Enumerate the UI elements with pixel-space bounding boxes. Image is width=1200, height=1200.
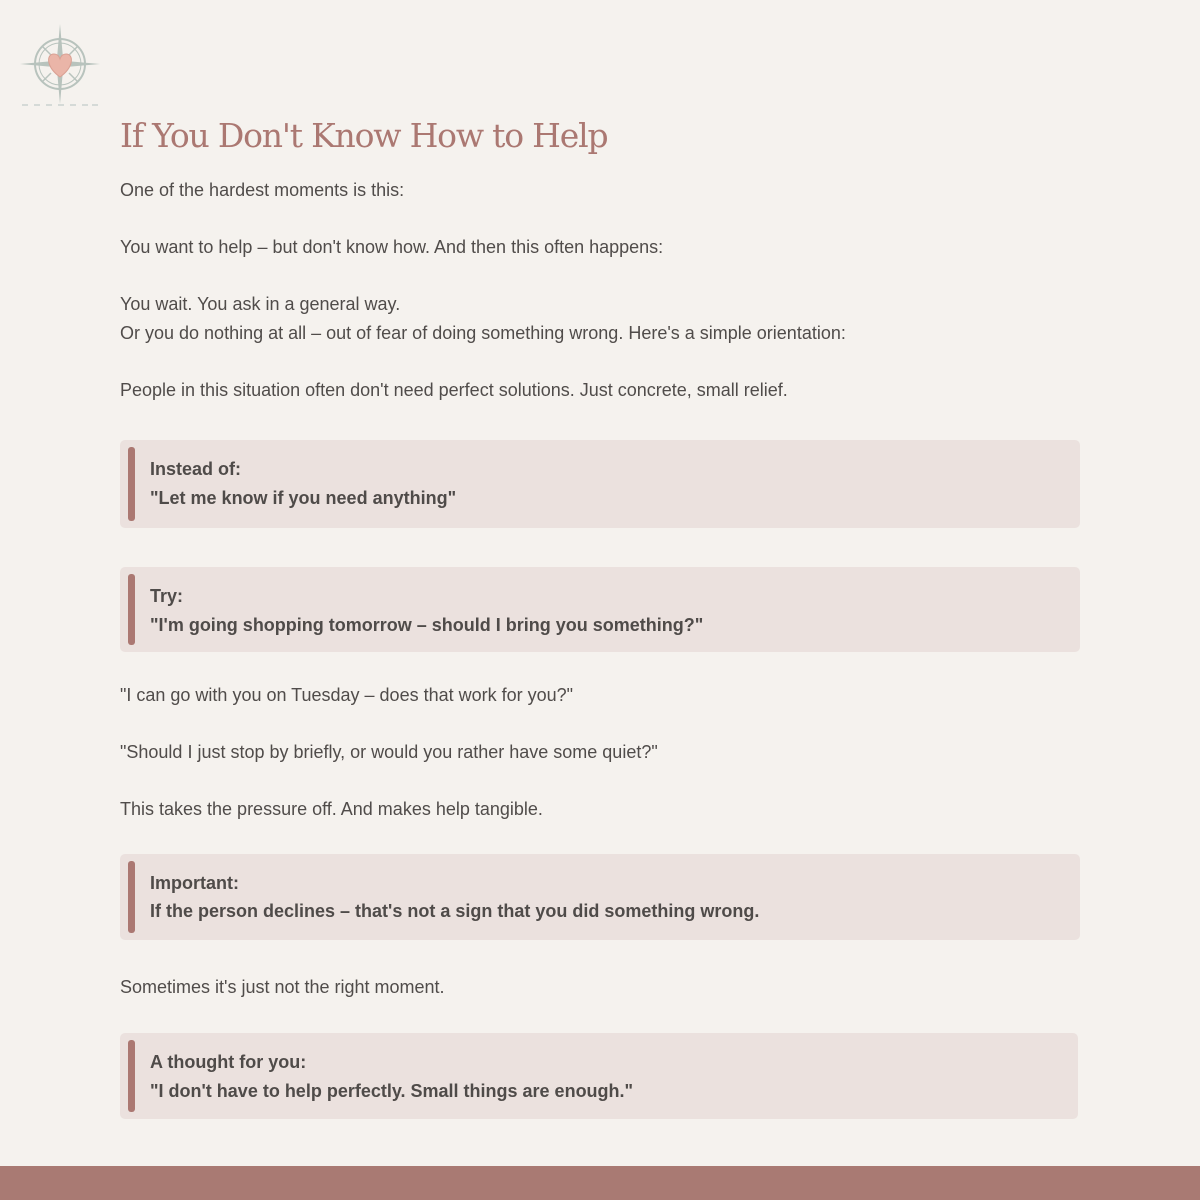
paragraph-small-relief: People in this situation often don't need perfect solutions. Just concrete, small relief. (120, 380, 788, 400)
paragraph-right-moment: Sometimes it's just not the right moment. (120, 977, 445, 997)
page-title: If You Don't Know How to Help (120, 116, 608, 155)
paragraph-you-wait: You wait. You ask in a general way. (120, 294, 401, 314)
footer-bar (0, 1166, 1200, 1200)
paragraph-want-to-help: You want to help – but don't know how. And then this often happens: (120, 237, 664, 257)
callout-thought (120, 1033, 1078, 1119)
callout-accent-bar (128, 574, 135, 645)
callout-label: Try: (150, 586, 184, 606)
callout-try (120, 567, 1080, 652)
paragraph-intro: One of the hardest moments is this: (120, 180, 405, 200)
compass-heart-icon (20, 22, 100, 106)
paragraph-do-nothing: Or you do nothing at all – out of fear of doing something wrong. Here's a simple orientation: (120, 323, 846, 343)
paragraph-example-tuesday: "I can go with you on Tuesday – does that work for you?" (120, 685, 574, 705)
callout-text: "I'm going shopping tomorrow – should I bring you something?" (150, 615, 704, 635)
callout-text: "I don't have to help perfectly. Small things are enough." (150, 1081, 634, 1101)
callout-label: A thought for you: (150, 1052, 307, 1072)
callout-accent-bar (128, 1040, 135, 1112)
callout-label: Instead of: (150, 459, 242, 479)
callout-text: If the person declines – that's not a sign that you did something wrong. (150, 901, 760, 921)
callout-accent-bar (128, 861, 135, 933)
paragraph-example-stop-by: "Should I just stop by briefly, or would you rather have some quiet?" (120, 742, 658, 762)
callout-label: Important: (150, 873, 239, 893)
callout-text: "Let me know if you need anything" (150, 488, 457, 508)
callout-accent-bar (128, 447, 135, 521)
callout-instead-of (120, 440, 1080, 528)
paragraph-pressure-off: This takes the pressure off. And makes help tangible. (120, 799, 543, 819)
callout-important (120, 854, 1080, 940)
